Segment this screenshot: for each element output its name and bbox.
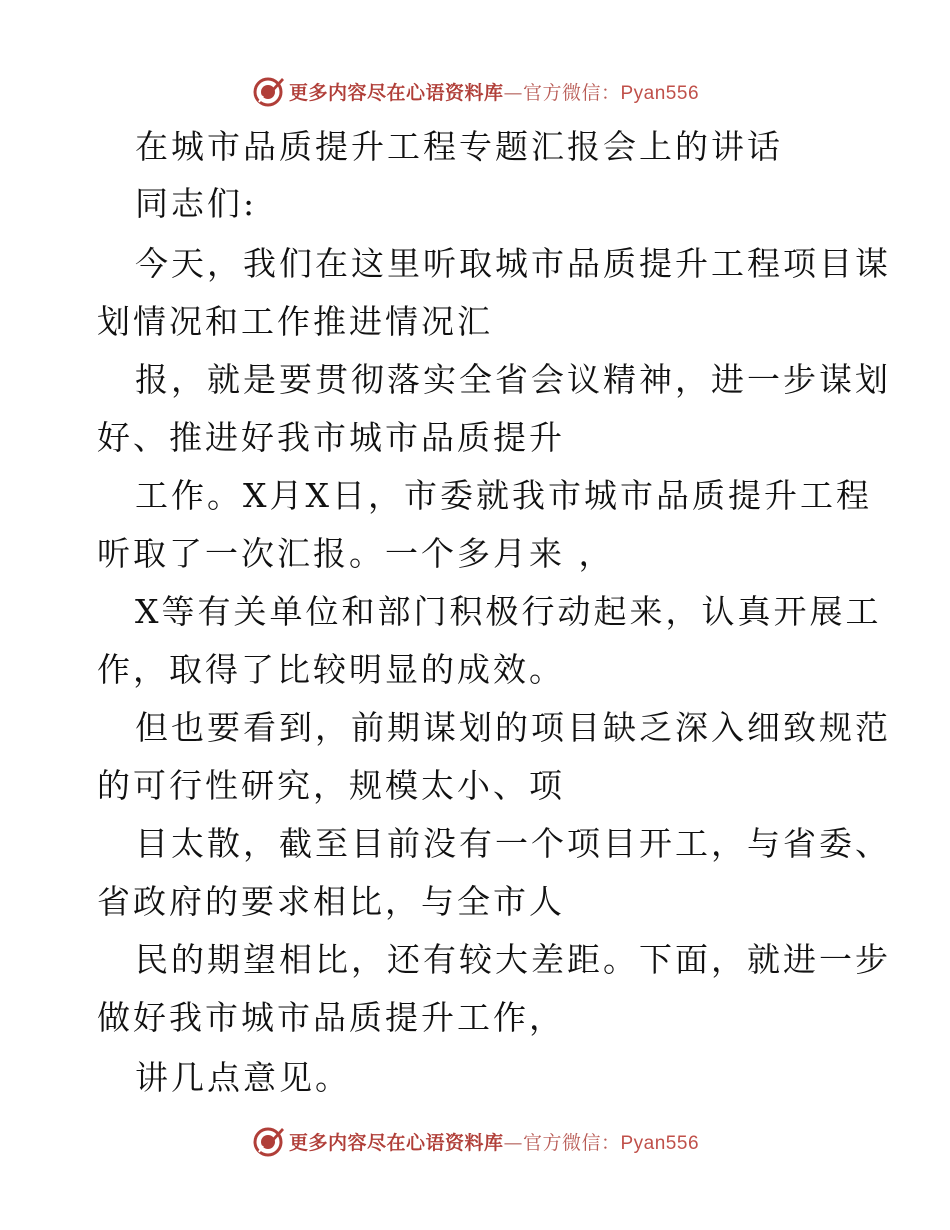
quill-seal-icon xyxy=(251,74,285,108)
watermark-wechat-id: Pyan556 xyxy=(620,82,700,104)
paragraph-line: 做好我市城市品质提升工作， xyxy=(97,998,565,1037)
watermark-wechat-label: 官方微信： xyxy=(522,81,621,104)
quill-seal-icon xyxy=(251,1124,285,1158)
paragraph-line: 工作。X月X日，市委就我市城市品质提升工程 xyxy=(135,476,872,515)
paragraph-line: 报，就是要贯彻落实全省会议精神，进一步谋划 xyxy=(135,360,891,399)
watermark-main-text: 更多内容尽在心语资料库 xyxy=(288,1131,504,1154)
watermark-footer xyxy=(0,1121,950,1161)
paragraph-line: 民的期望相比，还有较大差距。下面，就进一步 xyxy=(135,940,891,979)
salutation: 同志们: xyxy=(135,184,258,223)
paragraph-line: 划情况和工作推进情况汇 xyxy=(97,302,493,341)
watermark-text xyxy=(289,78,699,105)
paragraph-line: 今天，我们在这里听取城市品质提升工程项目谋 xyxy=(135,244,891,283)
paragraph-line: X等有关单位和部门积极行动起来，认真开展工 xyxy=(135,592,882,631)
paragraph-line: 好、推进好我市城市品质提升 xyxy=(97,418,565,457)
watermark-dash: — xyxy=(503,1131,523,1154)
paragraph-line: 听取了一次汇报。一个多月来 ， xyxy=(97,534,615,573)
paragraph-line: 作，取得了比较明显的成效。 xyxy=(97,650,565,689)
watermark-wechat-label: 官方微信： xyxy=(522,1131,621,1154)
paragraph-line: 讲几点意见。 xyxy=(135,1058,351,1097)
watermark-wechat-id: Pyan556 xyxy=(620,1132,700,1154)
paragraph-line: 省政府的要求相比，与全市人 xyxy=(97,882,565,921)
document-title: 在城市品质提升工程专题汇报会上的讲话 xyxy=(135,127,783,166)
watermark-text xyxy=(289,1128,699,1155)
watermark-main-text: 更多内容尽在心语资料库 xyxy=(288,81,504,104)
paragraph-line: 的可行性研究，规模太小、项 xyxy=(97,766,565,805)
watermark-header xyxy=(0,71,950,111)
paragraph-line: 但也要看到，前期谋划的项目缺乏深入细致规范 xyxy=(135,708,891,747)
paragraph-line: 目太散，截至目前没有一个项目开工，与省委、 xyxy=(135,824,891,863)
watermark-dash: — xyxy=(503,81,523,104)
